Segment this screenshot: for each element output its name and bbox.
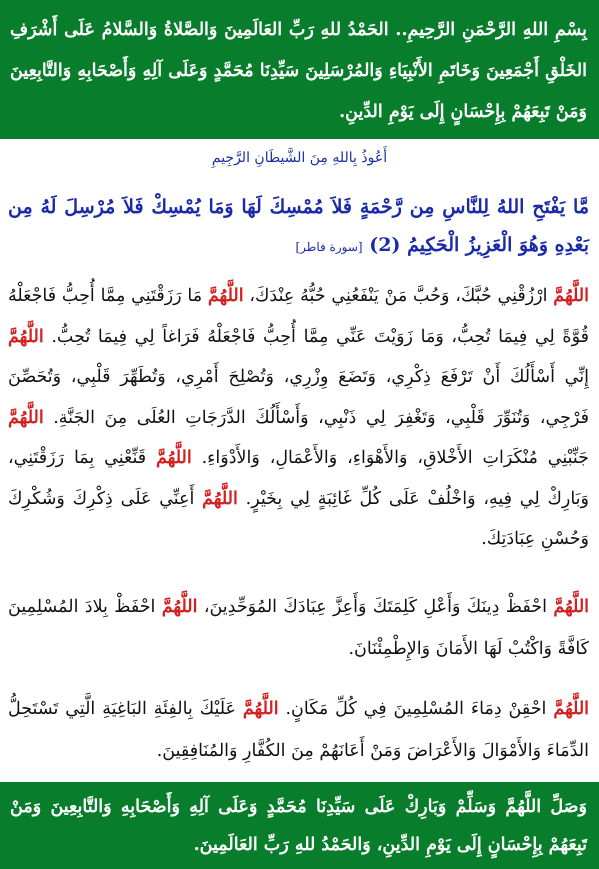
header-band-text: بِسْمِ اللهِ الرَّحْمَنِ الرَّحِيمِ.. الحَمْدُ للهِ رَبِّ العَالَمِينَ وَالصَّلاةُ وَالسَّلامُ عَلَى أَشْرَفِ الخَلْقِ أَجْمَعِينَ وَخَاتَمِ الأَنْبِيَاءِ وَالمُرْسَلِينَ سَيِّدِنَا مُحَمَّدٍ وَعَلَى آلِهِ وَأَصْحَابِهِ وَالتَّابِعِينَ وَمَنْ تَبِعَهُمْ بِإِحْسَانٍ إِلَى يَوْمِ الدِّينِ.	[10, 20, 587, 122]
allahumma-label: اللَّهُمَّ	[8, 407, 44, 428]
allahumma-label: اللَّهُمَّ	[553, 597, 590, 617]
dua-text: جَنِّبْنِي مُنْكَرَاتِ الأَخْلاقِ، وَالأَهْوَاءِ، وَالأَعْمَالِ، وَالأَدْوَاءِ.	[191, 448, 589, 468]
ayah-text: مَّا يَفْتَحِ اللهُ لِلنَّاسِ مِن رَّحْمَةٍ فَلاَ مُمْسِكَ لَهَا وَمَا يُمْسِكْ فَلاَ مُرْسِلَ لَهُ مِن بَعْدِهِ وَهُوَ الْعَزِيزُ الْحَكِيمُ	[8, 196, 589, 256]
allahumma-label: اللَّهُمَّ	[242, 699, 279, 719]
allahumma-label: اللَّهُمَّ	[8, 326, 44, 347]
allahumma-label: اللَّهُمَّ	[207, 286, 244, 306]
dua-paragraph-2	[8, 586, 589, 670]
istiadha-line: أَعُوذُ بِاللهِ مِنَ الشَّيطَانِ الرَّجِيمِ	[211, 150, 388, 166]
surah-reference: [سورة فاطر]	[295, 240, 363, 254]
dua-text: عَلَيْكَ بِالفِئَةِ البَاغِيَةِ الَّتِي تَسْتَحِلُّ الدِّمَاءَ وَالأَمْوَالَ وَالأَعْرَاضَ وَمَنْ أَعَانَهُمْ مِنَ الكُفَّارِ وَالمُنَافِقِينَ.	[8, 699, 589, 761]
dua-text: احْفَظْ دِينَكَ وَأَعْلِ كَلِمَتَكَ وَأَعِزَّ عِبَادَكَ المُوَحِّدِينَ،	[197, 597, 554, 617]
allahumma-label: اللَّهُمَّ	[553, 699, 590, 719]
allahumma-label: اللَّهُمَّ	[156, 448, 192, 468]
header-band	[0, 0, 599, 139]
dua-text: أَعِنِّي عَلَى ذِكْرِكَ وَشُكْرِكَ وَحُسْنِ عِبَادَتِكَ.	[8, 488, 589, 549]
footer-band-text: وَصَلِّ اللَّهُمَّ وَسَلِّمْ وَبَارِكْ عَلَى سَيِّدِنَا مُحَمَّدٍ وَعَلَى آلِهِ وَأَصْحَابِهِ وَالتَّابِعِينَ وَمَنْ تَبِعَهُمْ بِإِحْسَانٍ إِلَى يَوْمِ الدِّينِ، وَالحَمْدُ للهِ رَبِّ العَالَمِينَ.	[10, 797, 587, 855]
allahumma-label: اللَّهُمَّ	[553, 286, 589, 306]
dua-text: إِنِّي أَسْأَلُكَ أَنْ تَرْفَعَ ذِكْرِي، وَتَضَعَ وِزْرِي، وَتُصْلِحَ أَمْرِي، وَتُطَهِّرَ قَلْبِي، وَتُحَصِّنَ فَرْجِي، وَتُنَوِّرَ قَلْبِي، وَتَغْفِرَ لِي ذَنْبِي، وَأَسْأَلُكَ الدَّرَجَاتِ العُلَى مِنَ الجَنَّةِ.	[8, 367, 589, 428]
dua-text: احْفَظْ بِلادَ المُسْلِمِينَ كَافَّةً وَاكْتُبْ لَهَا الأَمَانَ وَالإِطْمِئْنَانَ.	[8, 597, 589, 659]
dua-paragraph-1	[8, 276, 589, 560]
quran-ayah	[8, 188, 589, 266]
ayah-number: (2)	[369, 234, 401, 256]
dua-text: قَنِّعْنِي بِمَا رَزَقْتَنِي، وَبَارِكْ لِي فِيهِ، وَاخْلُفْ عَلَى كُلِّ غَائِبَةٍ لِي بِخَيْرٍ.	[8, 448, 589, 509]
footer-band	[0, 782, 599, 869]
dua-text: ارْزُقْنِي حُبَّكَ، وَحُبَّ مَنْ يَنْفَعُنِي حُبُّهُ عِنْدَكَ،	[243, 286, 554, 306]
allahumma-label: اللَّهُمَّ	[161, 597, 198, 617]
dua-paragraph-3	[8, 688, 589, 772]
dua-text: مَا رَزَقْتَنِي مِمَّا أُحِبُّ فَاجْعَلْهُ قُوَّةً لِي فِيمَا تُحِبُّ، وَمَا زَوَيْتَ عَنِّي مِمَّا أُحِبُّ فَاجْعَلْهُ فَرَاغاً لِي فِيمَا تُحِبُّ.	[8, 286, 589, 347]
dua-text: احْقِنْ دِمَاءَ المُسْلِمِينَ فِي كُلِّ مَكَانٍ.	[278, 699, 554, 719]
allahumma-label: اللَّهُمَّ	[202, 488, 238, 509]
